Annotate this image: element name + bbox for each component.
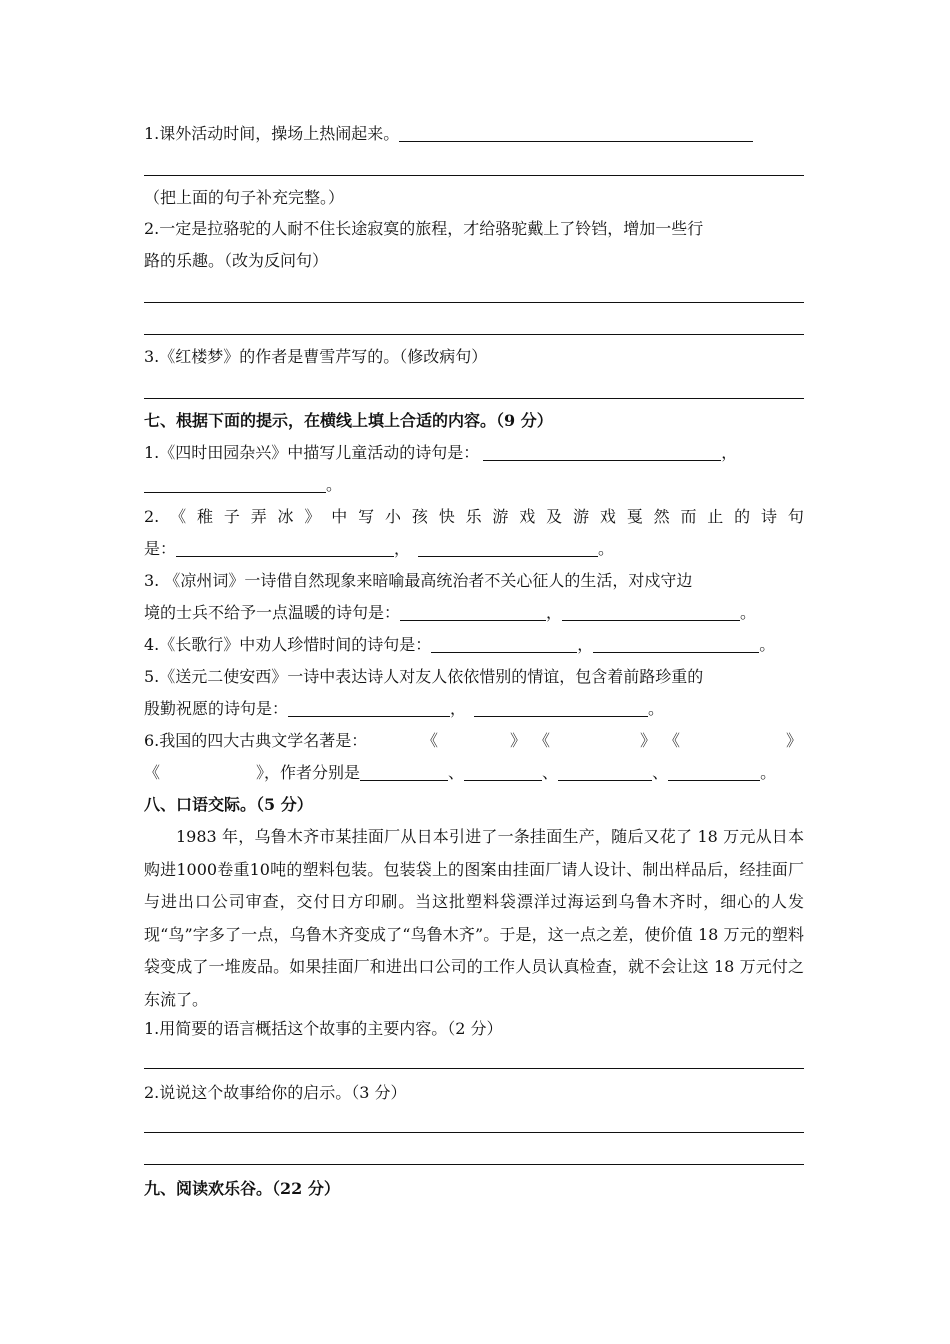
s7-q2-char: 子 [223,507,240,526]
section-8-heading: 八、口语交际。（5 分） [144,795,313,814]
s7-q2-char: 》 [304,507,321,526]
s7-q2-text: 是： [144,539,177,558]
answer-line[interactable] [144,398,804,399]
s7-q1-blank-1[interactable] [483,443,721,461]
s7-q2-char: 游 [573,507,590,526]
s7-q2-char: 戛 [626,507,643,526]
s7-q2-char: 然 [653,507,670,526]
s7-q2-char: 戏 [519,507,536,526]
s7-q6-author-blank-4[interactable] [668,763,760,781]
s6-q3: 3.《红楼梦》的作者是曹雪芹写的。（修改病句） [144,347,488,366]
comma: ， [577,635,594,654]
s7-q3-blank-2[interactable] [562,603,740,621]
comma: ， [394,539,411,558]
s7-q4-text: 4.《长歌行》中劝人珍惜时间的诗句是： [144,635,432,654]
section-7-heading: 七、根据下面的提示，在横线上填上合适的内容。（9 分） [144,411,553,430]
s7-q2-char: 稚 [196,507,213,526]
s7-q5-blank-1[interactable] [288,699,450,717]
s7-q2-char: 小 [384,507,401,526]
s7-q2-char: 乐 [465,507,482,526]
s7-q2-char: 中 [331,507,348,526]
s7-q1-line1 [144,443,737,463]
s7-q2-char: 孩 [411,507,428,526]
s7-q6-book-3-open: 《 [664,731,681,750]
s8-q1: 1.用简要的语言概括这个故事的主要内容。（2 分） [144,1019,503,1038]
s7-q2-char: 的 [734,507,751,526]
s7-q6-book-1-open: 《 [422,731,439,750]
s7-q6-text: 6.我国的四大古典文学名著是： [144,731,368,750]
dunhao: 、 [542,763,559,782]
section-9-heading: 九、阅读欢乐谷。（22 分） [144,1179,340,1198]
s7-q2-char: 2. [144,507,160,526]
s7-q5-line1: 5.《送元二使安西》一诗中表达诗人对友人依依惜别的情谊，包含着前路珍重的 [144,667,704,686]
s7-q4-blank-2[interactable] [593,635,759,653]
answer-line[interactable] [144,1132,804,1133]
s7-q6-book-2-close: 》 [640,731,657,750]
s7-q2-line2 [144,539,614,559]
s7-q1-blank-2[interactable] [144,475,326,493]
s7-q3-line2 [144,603,756,623]
s6-q2-line2: 路的乐趣。（改为反问句） [144,251,329,270]
answer-line[interactable] [144,302,804,303]
s6-q1-text: 1.课外活动时间，操场上热闹起来。 [144,124,400,143]
answer-line[interactable] [144,175,804,176]
s7-q6-author-blank-1[interactable] [360,763,448,781]
s7-q6-book-4-open: 《 [144,763,161,782]
dunhao: 、 [448,763,465,782]
s7-q6-authors-text: ，作者分别是 [264,763,361,782]
period: 。 [760,763,777,782]
s7-q6-line1 [144,731,367,751]
s7-q6-book-1-close: 》 [510,731,527,750]
dunhao: 、 [652,763,669,782]
s7-q2-char: 戏 [599,507,616,526]
s7-q2-char: 写 [358,507,375,526]
s8-q2: 2.说说这个故事给你的启示。（3 分） [144,1083,407,1102]
comma: ， [721,443,738,462]
s6-q2-line1: 2.一定是拉骆驼的人耐不住长途寂寞的旅程，才给骆驼戴上了铃铛，增加一些行 [144,219,704,238]
period: 。 [598,539,615,558]
s7-q6-author-blank-2[interactable] [464,763,542,781]
s7-q2-char: 游 [492,507,509,526]
s7-q6-book-3-close: 》 [786,731,803,750]
s7-q2-blank-2[interactable] [418,539,598,557]
answer-line[interactable] [144,334,804,335]
answer-line[interactable] [144,1164,804,1165]
s7-q6-book-2-open: 《 [534,731,551,750]
s7-q2-char: 诗 [761,507,778,526]
s8-passage: 1983 年，乌鲁木齐市某挂面厂从日本引进了一条挂面生产，随后又花了 18 万元从日本购进1000卷重10吨的塑料包装。包装袋上的图案由挂面厂请人设计、制出样品后，经挂面厂与进出口公司审查，交付日方印刷。当这批塑料袋漂洋过海运到乌鲁木齐时，细心的人发现“鸟”字多了一点，乌鲁木齐变成了“鸟鲁木齐”。于是，这一点之差，使价值 18 万元的塑料袋变成了一堆废品。如果挂面厂和进出口公司的工作人员认真检查，就不会让这 18 万元付之东流了。 [144,827,804,1009]
s7-q3-blank-1[interactable] [400,603,546,621]
s7-q2-char: 及 [546,507,563,526]
s7-q2-char: 快 [438,507,455,526]
s7-q2-char: 弄 [250,507,267,526]
s7-q4-blank-1[interactable] [431,635,577,653]
comma: ， [546,603,563,622]
s6-q1-note: （把上面的句子补充完整。） [144,188,345,207]
period: 。 [740,603,757,622]
s7-q2-char: 冰 [277,507,294,526]
s7-q6-book-4-close: 》 [256,763,265,782]
s7-q2-blank-1[interactable] [176,539,394,557]
s7-q2-char: 止 [707,507,724,526]
s7-q2-char: 而 [680,507,697,526]
s7-q1-text: 1.《四时田园杂兴》中描写儿童活动的诗句是： [144,443,480,462]
answer-line[interactable] [144,1068,804,1069]
s7-q3-text: 境的士兵不给予一点温暖的诗句是： [144,603,401,622]
s7-q3-line1: 3. 《凉州词》一诗借自然现象来暗喻最高统治者不关心征人的生活，对戍守边 [144,571,693,590]
s7-q1-line2 [144,475,342,495]
s7-q6-line2 [256,763,776,783]
s7-q5-line2 [144,699,664,719]
s7-q4 [144,635,775,655]
s7-q2-char: 《 [170,507,187,526]
s7-q2-char: 句 [787,507,804,526]
period: 。 [326,475,343,494]
s7-q2-line1 [144,507,804,527]
period: 。 [648,699,665,718]
s7-q6-author-blank-3[interactable] [558,763,652,781]
comma: ， [450,699,467,718]
s6-q1 [144,124,753,144]
period: 。 [759,635,776,654]
s7-q5-text: 殷勤祝愿的诗句是： [144,699,289,718]
s7-q5-blank-2[interactable] [474,699,648,717]
s6-q1-blank[interactable] [399,124,753,142]
